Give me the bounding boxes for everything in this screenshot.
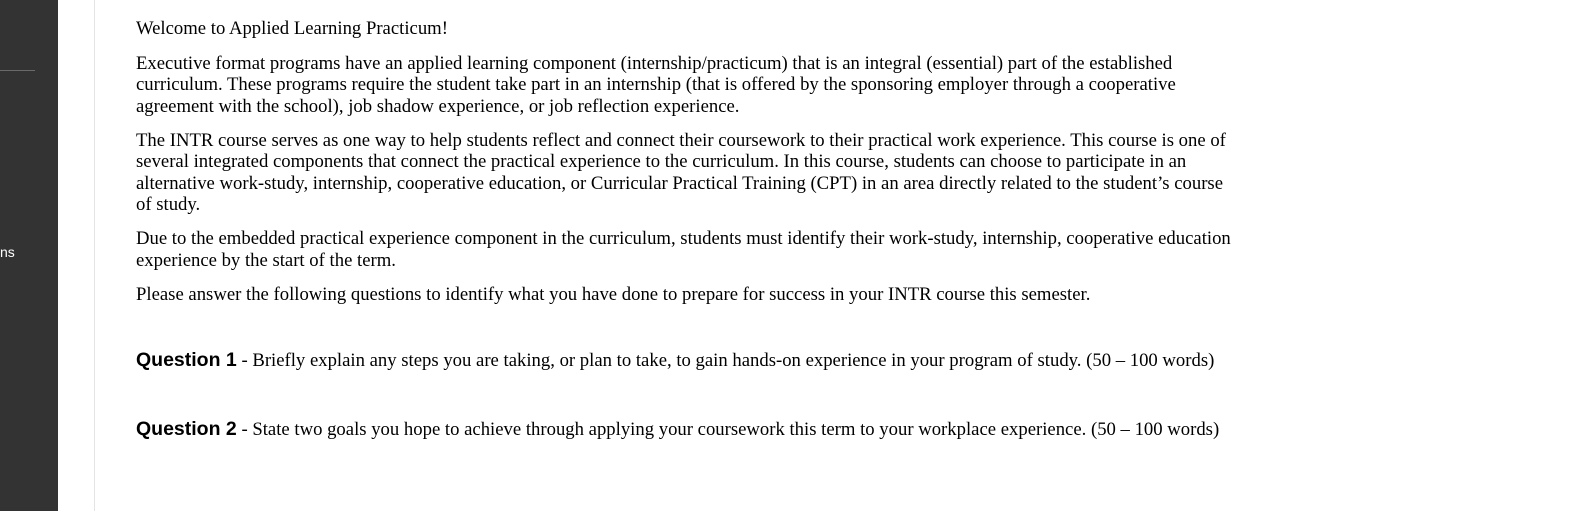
content-border (94, 0, 95, 511)
sidebar-item-partial[interactable]: ns (0, 244, 15, 260)
question-2 (136, 419, 1231, 441)
content-body (136, 18, 1231, 487)
question-1 (136, 350, 1231, 372)
welcome-heading: Welcome to Applied Learning Practicum! (136, 18, 448, 39)
intro-paragraph: Executive format programs have an applied learning component (internship/practicum) that is an integral (essential) part of the established curriculum. These programs require the student take part in an internship (that is offered by the sponsoring employer through a cooperative agreement with the school), job shadow experience, or job reflection experience. (136, 52, 1176, 117)
embedded-experience-paragraph: Due to the embedded practical experience component in the curriculum, students must identify their work-study, internship, cooperative education experience by the start of the term. (136, 228, 1231, 271)
questions-prompt: Please answer the following questions to identify what you have done to prepare for success in your INTR course this semester. (136, 283, 1091, 305)
intr-course-paragraph: The INTR course serves as one way to help students reflect and connect their coursework to their practical work experience. This course is one of several integrated components that connect the practical experience to the curriculum. In this course, students can choose to participate in an alternative work-study, internship, cooperative education, or Curricular Practical Training (CPT) in an area directly related to the student’s course of study. (136, 129, 1226, 215)
sidebar-divider (0, 70, 35, 71)
question-1-label: Question 1 (136, 349, 237, 371)
question-1-text: - Briefly explain any steps you are taking, or plan to take, to gain hands-on experience in your program of study. (50 – 100 words) (236, 350, 1215, 371)
question-2-label: Question 2 (136, 417, 237, 440)
question-2-text: - State two goals you hope to achieve through applying your coursework this term to your workplace experience. (50 – 100 words) (236, 418, 1220, 440)
sidebar (0, 0, 58, 511)
